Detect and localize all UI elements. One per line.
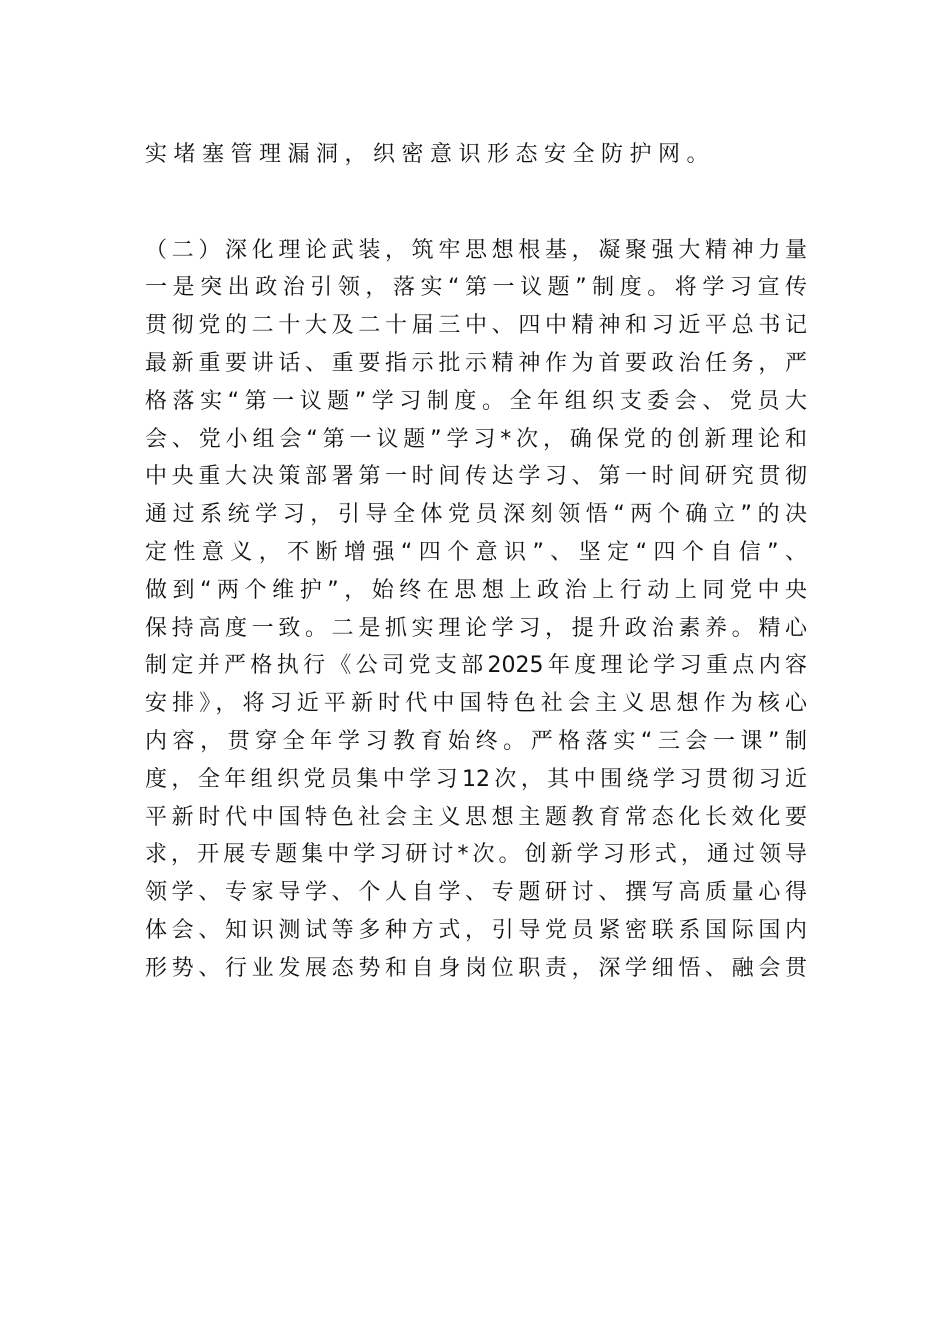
body-line: 领学、专家导学、个人自学、专题研讨、撰写高质量心得 <box>145 880 807 905</box>
body-line: 会、党小组会“第一议题”学习*次，确保党的创新理论和 <box>145 427 807 452</box>
body-line: 通过系统学习，引导全体党员深刻领悟“两个确立”的决 <box>145 502 807 527</box>
body-line: 平新时代中国特色社会主义思想主题教育常态化长效化要 <box>145 805 807 830</box>
body-line: 求，开展专题集中学习研讨*次。创新学习形式，通过领导 <box>145 842 807 867</box>
body-line: 贯彻党的二十大及二十届三中、四中精神和习近平总书记 <box>145 313 807 338</box>
body-line: 一是突出政治引领，落实“第一议题”制度。将学习宣传 <box>145 275 807 300</box>
body-line: 中央重大决策部署第一时间传达学习、第一时间研究贯彻 <box>145 464 807 489</box>
body-line: 内容，贯穿全年学习教育始终。严格落实“三会一课”制 <box>145 729 807 754</box>
body-line: 度，全年组织党员集中学习12次，其中围绕学习贯彻习近 <box>145 767 807 792</box>
body-line: 最新重要讲话、重要指示批示精神作为首要政治任务，严 <box>145 351 807 376</box>
body-line: 定性意义，不断增强“四个意识”、坚定“四个自信”、 <box>145 540 807 565</box>
body-line: 格落实“第一议题”学习制度。全年组织支委会、党员大 <box>145 389 807 414</box>
body-line: 保持高度一致。二是抓实理论学习，提升政治素养。精心 <box>145 616 807 641</box>
body-line: 安排》，将习近平新时代中国特色社会主义思想作为核心 <box>145 691 807 716</box>
body-line: 体会、知识测试等多种方式，引导党员紧密联系国际国内 <box>145 918 807 943</box>
paragraph-continuation-line: 实堵塞管理漏洞，织密意识形态安全防护网。 <box>145 142 716 167</box>
body-line: 形势、行业发展态势和自身岗位职责，深学细悟、融会贯 <box>145 956 807 981</box>
body-line: 制定并严格执行《公司党支部2025年度理论学习重点内容 <box>145 653 807 678</box>
body-line: 做到“两个维护”，始终在思想上政治上行动上同党中央 <box>145 578 807 603</box>
section-heading: （二）深化理论武装，筑牢思想根基，凝聚强大精神力量 <box>145 238 807 263</box>
